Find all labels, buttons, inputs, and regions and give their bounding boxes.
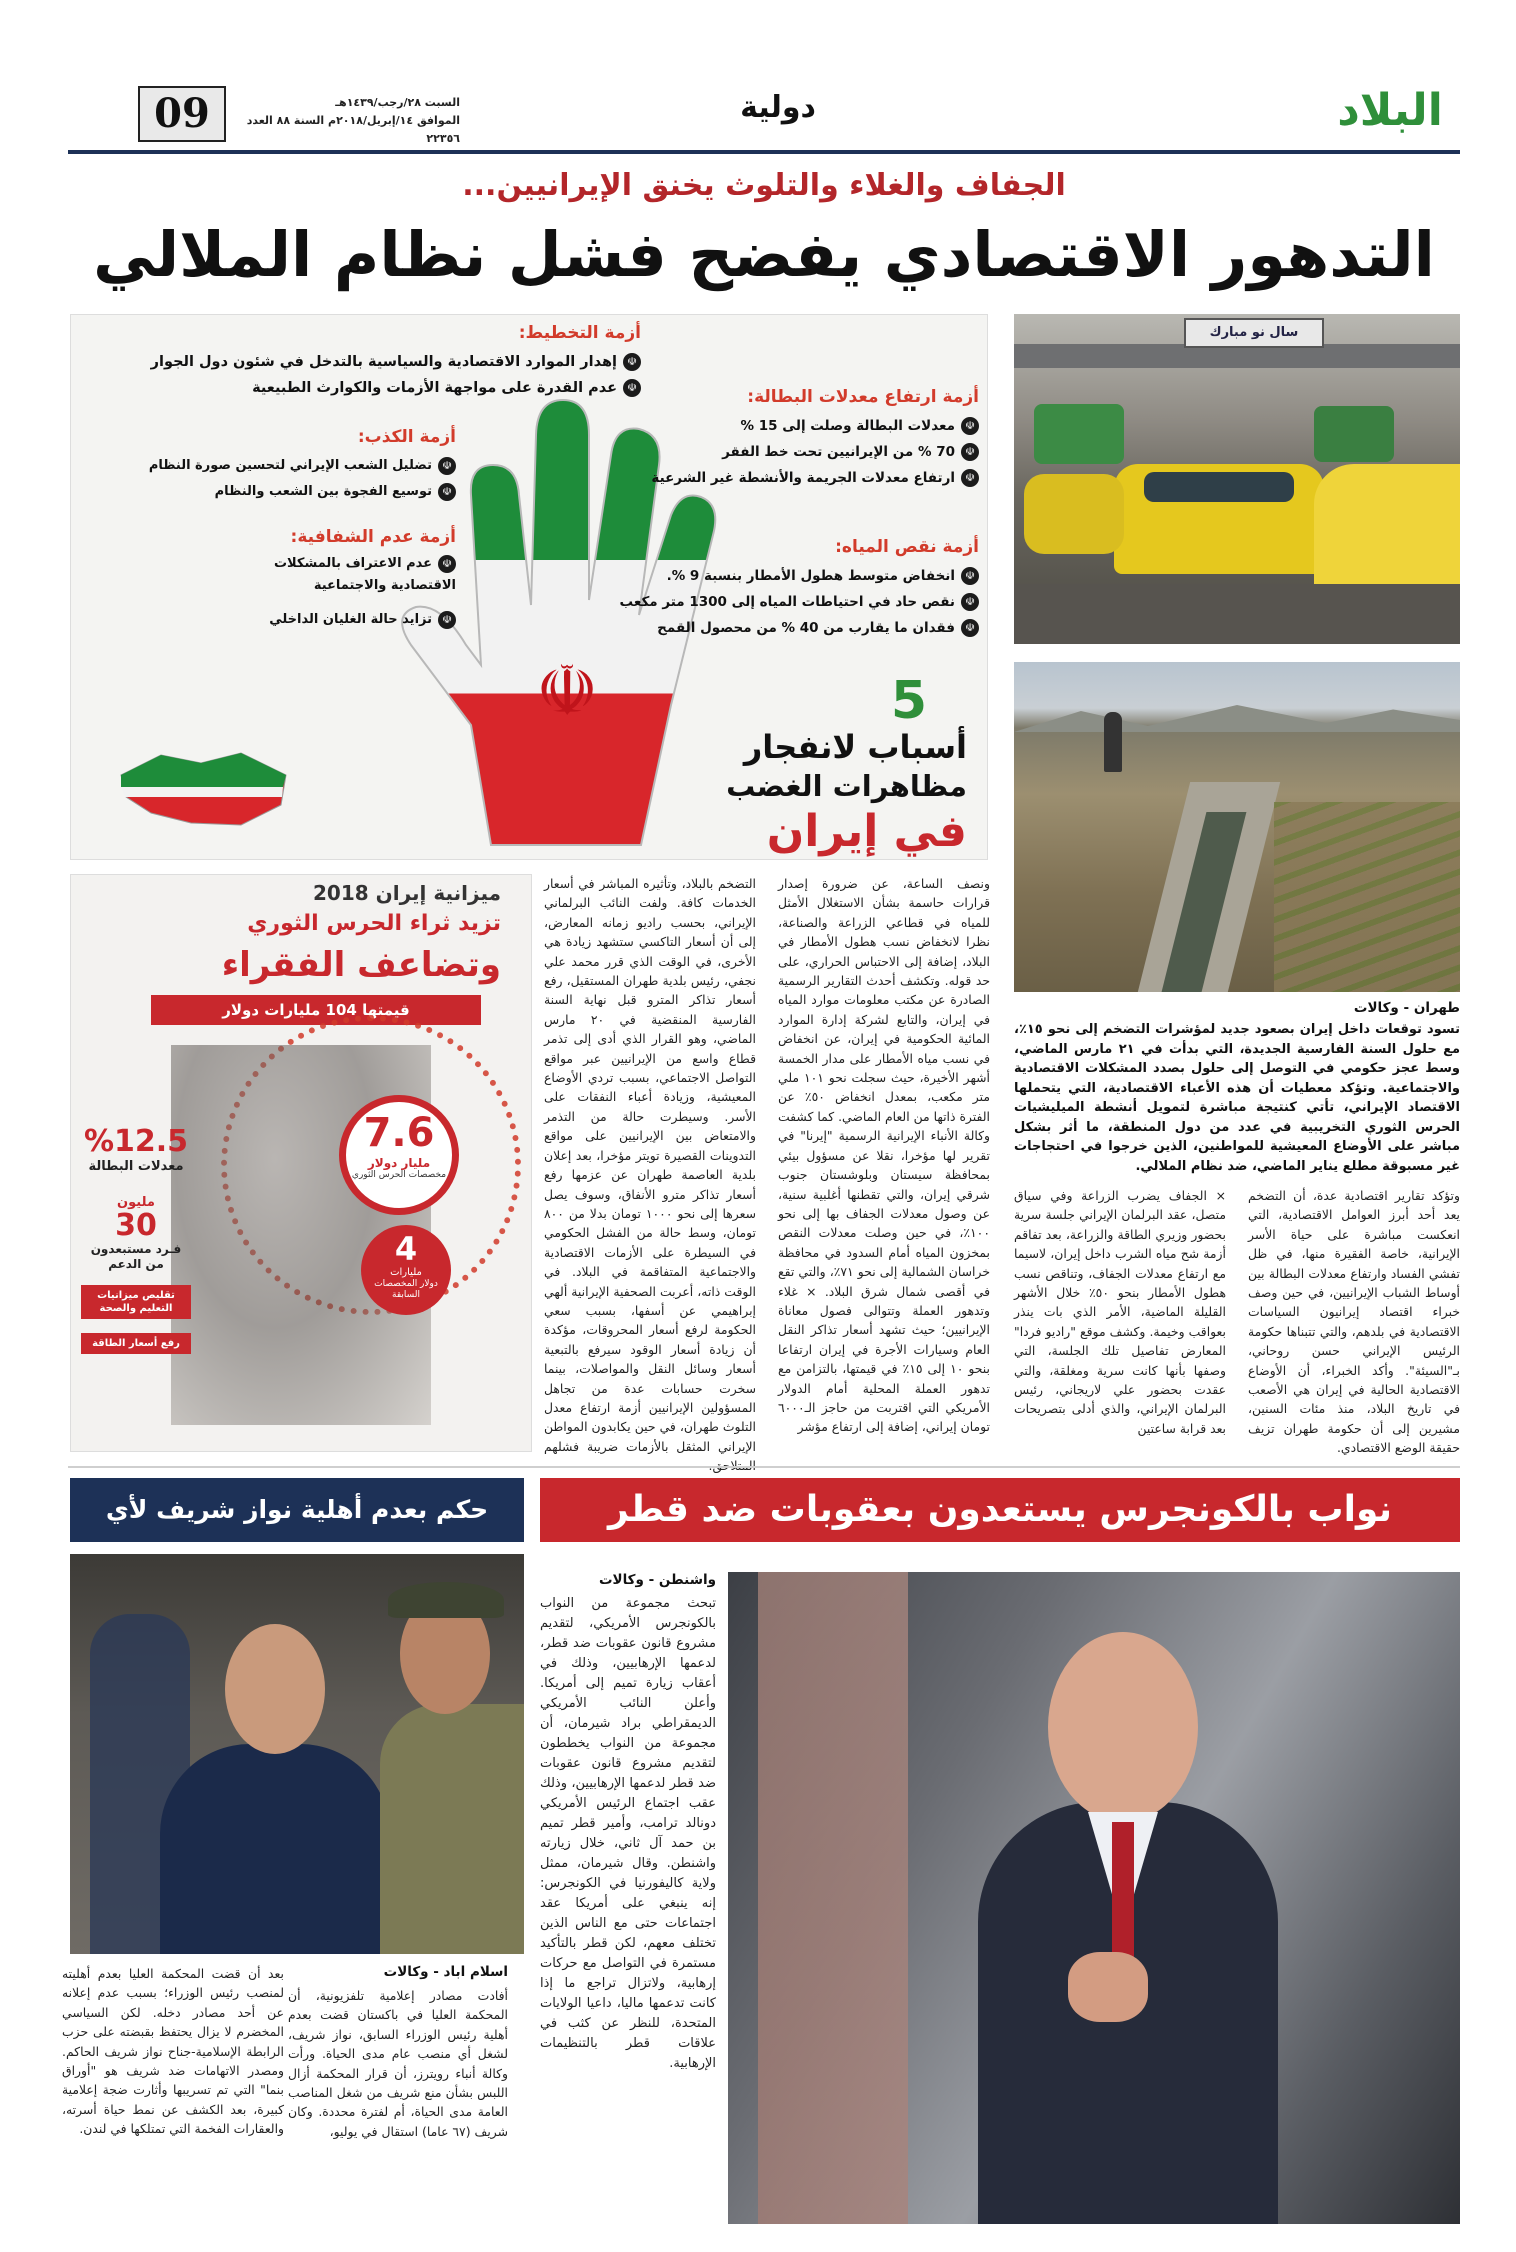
stat2-unit: مليارات [390, 1267, 422, 1278]
sharif-body [160, 1744, 390, 1954]
stat3-label: معدلات البطالة [88, 1159, 184, 1174]
overpass-sign [1184, 318, 1324, 348]
infographic-group-lies [148, 427, 456, 505]
emblem-bullet-icon: ☫ [961, 469, 979, 487]
date-block [230, 94, 460, 148]
stat1-label: مخصصات الحرس الثوري [351, 1170, 447, 1180]
emblem-bullet-icon: ☫ [623, 353, 641, 371]
logo-text: البلاد [1337, 85, 1443, 136]
page-number: 09 [154, 90, 210, 137]
group-head: أزمة التخطيط: [518, 323, 641, 343]
photo-tehran-taxis [1014, 314, 1460, 644]
iran-emblem-icon: ☫ [535, 650, 599, 732]
road [1014, 584, 1460, 644]
sharif-head [225, 1624, 325, 1754]
budget-tag-energy-text: رفع أسعار الطاقة [92, 1338, 180, 1349]
stat2-value: 4 [394, 1230, 418, 1268]
figure-hand [1068, 1952, 1148, 2022]
stat1-value: 7.6 [363, 1110, 435, 1156]
group-item: ☫عدم الاعتراف بالمشكلات الاقتصادية والاجتماعية [273, 556, 456, 593]
main-headline: التدهور الاقتصادي يفضح فشل نظام الملالي [93, 218, 1435, 291]
group-item: ☫تزايد حالة الغليان الداخلي [221, 607, 456, 633]
emblem-bullet-icon: ☫ [438, 555, 456, 573]
figure-head [1048, 1632, 1198, 1822]
infographic-title-line1: أسباب لانفجار [743, 728, 967, 766]
main-byline: طهران - وكالات [1353, 1000, 1460, 1016]
budget-infobox [70, 874, 532, 1452]
congress-body: تبحث مجموعة من النواب بالكونجرس الأمريكي، لتقديم مشروع قانون عقوبات ضد قطر، لدعمها الإرهابيين، وذلك في أعقاب زيارة تميم إلى أمريكا. وأعلن النائب الأمريكي الديمقراطي براد شيرمان، أن مجموعة من النواب يخططون لتقديم مشروع قانون عقوبات ضد قطر لدعمها الإرهابيين، وذلك عقب اجتماع الرئيس الأمريكي دونالد ترامب، وأمير قطر تميم بن حمد آل ثاني، خلال زيارته واشنطن. وقال شيرمان، ممثل ولاية كاليفورنيا في الكونجرس: إنه ينبغي على أمريكا عقد اجتماعات حتى مع الناس الذين تختلف معهم، لكن قطر بالتأكيد مستمرة في التواصل مع حركات إرهابية، ولاتزال تراجع ما إذا كانت تدعمها ماليا، داعيا الولايات المتحدة، للنظر عن كثب في علاقات قطر بالتنظيمات الإرهابية. [540, 1596, 716, 2071]
article-column-1: وتؤكد تقارير اقتصادية عدة، أن التضخم يعد أحد أبرز العوامل الاقتصادية، التي انعكست مباشرة على حياة الأسر الإيرانية، خاصة الفقيرة منها، في ظل تفشي الفساد وارتفاع معدلات البطالة بين أوساط الشباب الإيرانيين، في حين وصف خبراء اقتصاد إيرانيون السياسات الاقتصادية في بلدهم، والتي تتبناها حكومة الرئيس الإيراني حسن روحاني، بـ"السيئة". وأكد الخبراء، أن الأوضاع الاقتصادية الحالية في إيران هي الأصعب في تاريخ البلاد، منذ مئات السنين، مشيرين إلى أن حكومة طهران تزيف حقيقة الوضع الاقتصادي. [1248, 1188, 1460, 1456]
group-head: أزمة نقص المياه: [835, 537, 979, 557]
mountains [1014, 702, 1460, 732]
photo-nawaz-sharif [70, 1554, 524, 1954]
taxi-sign-text: سال نو مبارك [1209, 325, 1299, 340]
sharif-column-left: بعد أن قضت المحكمة العليا بعدم أهليته لمنصب رئيس الوزراء؛ بسبب عدم إعلانه عن أحد مصادر دخله. لكن السياسي المخضرم لا يزال يحتفظ بقبضته على حزب الرابطة الإسلامية-جناح نواز شريف الحاكم. ومصدر الاتهامات ضد شريف هو "أوراق بنما" التي تم تسريبها وأثارت ضجة إعلامية كبيرة، بعد الكشف عن نمط حياة أسرته، والعقارات الفخمة التي تمتلكها في لندن. [62, 1966, 284, 2137]
main-kicker: الجفاف والغلاء والتلوث يخنق الإيرانيين... [462, 168, 1066, 203]
stat-unemployment [81, 1125, 191, 1174]
group-item: ☫فقدان ما يقارب من 40 % من محصول القمح [669, 615, 979, 641]
budget-title: ميزانية إيران 2018 [313, 881, 501, 905]
infographic-title-line3: في إيران [766, 806, 967, 857]
sharif-column-right: أفادت مصادر إعلامية تلفزيونية، أن المحكمة العليا في باكستان قضت بعدم أهلية رئيس الوزراء السابق، نواز شريف، لشغل أي منصب عام مدى الحياة. ورأت وكالة أنباء رويترز، أن قرار المحكمة أزال اللبس بشأن منع شريف من شغل المناصب العامة مدى الحياة، أم لفترة محددة. وكان شريف (٦٧ عاما) استقال في يوليو، [288, 1988, 508, 2139]
budget-tag-energy [81, 1333, 191, 1354]
emblem-bullet-icon: ☫ [961, 593, 979, 611]
group-head: أزمة عدم الشفافية: [290, 527, 456, 547]
infographic-group-planning [150, 323, 641, 401]
stat2-label: دولار المخصصات السابقة [374, 1279, 438, 1300]
budget-sub1: تزيد ثراء الحرس الثوري [247, 911, 501, 936]
group-item: ☫توسيع الفجوة بين الشعب والنظام [221, 479, 456, 505]
budget-band [151, 995, 481, 1025]
infographic-title-number: 5 [890, 671, 927, 731]
article-column-4: التضخم بالبلاد، وتأثيره المباشر في أسعار الخدمات كافة. ولفت النائب البرلماني الإيراني، بحسب راديو زمانه المعارض، إلى أن أسعار التاكسي ستشهد زيادة هي الأخرى، في الوقت الذي قرر محمد علي نجفي، رئيس بلدية طهران المستقيل، رفع أسعار تذاكر المترو قبل نهاية السنة الفارسية المنقضية في ٢٠ مارس الماضي، وهو القرار الذي أدى إلى تذمر قطاع واسع من الإيرانيين عبر مواقع التواصل الاجتماعي، بسبب تردي الأوضاع المعيشية، وزيادة أعباء النفقات على الأسر. وسيطرت حالة من التذمر والامتعاض بين الإيرانيين على مواقع التدوينات القصيرة تويتر مؤخرا، بعد إعلان بلدية العاصمة طهران عن عزمها رفع أسعار تذاكر مترو الأنفاق، وسوف يصل سعرها إلى نحو ١٠٠٠ تومان بدلا من ٨٠٠ تومان، وسط حالة من الفشل الحكومي في السيطرة على الأزمات الاقتصادية والاجتماعية المتفاقمة في البلاد. في الوقت ذاته، أعربت الصحفية الإيرانية ألهي إبراهيمي عن أسفها، بسبب سعي الحكومة لرفع أسعار المحروقات، مؤكدة أن زيادة أسعار الوقود سيرفع بالتبعية أسعار وسائل النقل والمواصلات، بينما سخرت حسابات عدة من تجاهل المسؤولين الإيرانيين أزمة ارتفاع معدل التلوث طهران، في حين يكابدون المواطن الإيراني المثقل بالأزمات ضريبة فشلهم [544, 876, 756, 1454]
infographic [70, 314, 988, 860]
logo [1320, 82, 1460, 144]
farmer-figure [1104, 712, 1122, 772]
article-column-3: ونصف الساعة، عن ضرورة إصدار قرارات حاسمة بشأن الاستغلال الأمثل للمياه في قطاعي الزراعة والصناعة، نظرا لانخفاض نسب هطول الأمطار في البلاد، إضافة إلى الاحتباس الحراري، على حد قوله. وتكشف أحدث التقارير الرسمية الصادرة عن مكتب معلومات موارد المياه في إيران، والتابع لشركة إدارة الموارد المائية الحكومية في إيران، عن انخفاض في نسب مياه الأمطار على مدار الخمسة أشهر الأخيرة، حيث سجلت نحو ١٠١ ملي متر مكعب، بمعدل انخفاض ٥٠٪ عن الفترة ذاتها من العام الماضي. كما كشفت وكالة الأنباء الإيرانية الرسمية "إيرنا" في تقرير لها مؤخرا، نقلا عن مسؤول بيئي بمحافظة سيستان وبلوشستان جنوب شرقي إيران، والتي تقطنها أغلبية سنية، عن وصول معدلات الجفاف بها إلى نحو ١٠٠٪، في حين وصلت معدلات النقص بمخزون المياه أمام السدود في محافظة خراسان الشمالية إلى نحو ٧١٪، والتي تقع في أقصى شمال شرق البلاد. × غلاء وتدهور العملة وتتوالى فصول معاناة الإيرانيين؛ حيث تشهد أسعار تذاكر النقل العام وسيارات الأجرة في إيران ارتفاعا بنحو ١٠ إلى ١٥٪ في قيمتها، بالتزامن مع تدهور العملة المحلية أمام الدولار الأمريكي التي اقتربت من حاجز الـ٦٠٠٠ تومان إيراني، إضافة إلى ارتفاع مؤشر [778, 876, 990, 1435]
congress-byline: واشنطن - وكالات [598, 1572, 716, 1588]
congress-headline: نواب بالكونجرس يستعدون بعقوبات ضد قطر [607, 1489, 1393, 1530]
stat1-unit: مليار دولار [367, 1156, 431, 1170]
budget-band-text: قيمتها 104 مليارات دولار [222, 1001, 410, 1019]
sharif-headline: حكم بعدم أهلية نواز شريف لأي [105, 1495, 489, 1524]
figure-tie [1112, 1822, 1134, 1962]
header-rule [68, 150, 1460, 154]
stat3-value: %12.5 [83, 1124, 189, 1159]
iran-map-icon [111, 735, 301, 835]
budget-tag-education [81, 1285, 191, 1319]
taxi-yellow [1024, 474, 1124, 554]
budget-tag-education-text: تقليص ميزانيات التعليم والصحة [97, 1290, 175, 1314]
emblem-bullet-icon: ☫ [961, 567, 979, 585]
emblem-bullet-icon: ☫ [438, 457, 456, 475]
stat-circle-4 [361, 1225, 451, 1315]
sharif-headline-band [70, 1478, 524, 1542]
group-item: ☫إهدار الموارد الاقتصادية والسياسية بالتدخل في شئون دول الجوار [221, 349, 641, 375]
emblem-bullet-icon: ☫ [623, 379, 641, 397]
van-green [1034, 404, 1124, 464]
emblem-bullet-icon: ☫ [961, 619, 979, 637]
taxi-windshield [1144, 472, 1294, 502]
infographic-group-transparency [221, 527, 456, 633]
emblem-bullet-icon: ☫ [961, 417, 979, 435]
sharif-byline: اسلام اباد - وكالات [383, 1964, 508, 1980]
infographic-group-unemployment [651, 387, 979, 491]
stat-excluded [81, 1195, 191, 1272]
emblem-bullet-icon: ☫ [438, 611, 456, 629]
van-green [1314, 406, 1394, 462]
photo-dry-farmland [1014, 662, 1460, 992]
stat4-unit: مليون [117, 1195, 155, 1210]
article-column-2: × الجفاف يضرب الزراعة وفي سياق متصل، عقد البرلمان الإيراني جلسة سرية بحضور وزيري الطاقة والزراعة، بعد تفاقم أزمة شح مياه الشرب داخل إيران، لاسيما مع ارتفاع معدلات الجفاف، وتناقص نسب هطول الأمطار بنحو ٥٠٪ خلال الأشهر القليلة الماضية، الأمر الذي بات ينذر بعواقب وخيمة. وكشف موقع "راديو فردا" المعارض تفاصيل تلك الجلسة، التي وصفها بأنها كانت سرية ومغلقة، والتي عقدت بحضور علي لاريجاني، رئيس البرلمان الإيراني، والذي أدلى بتصريحات بعد قرابة ساعتين [1014, 1188, 1227, 1436]
group-item: ☫تضليل الشعب الإيراني لتحسين صورة النظام [221, 453, 456, 479]
infographic-title-line2: مظاهرات الغضب [726, 769, 967, 803]
section-title: دولية [740, 90, 816, 125]
page-number-box [138, 86, 226, 142]
stat4-label: فـرد مستبعدون من الدعم [90, 1242, 182, 1271]
group-item: ☫معدلات البطالة وصلت إلى 15 % [669, 413, 979, 439]
crops [1274, 802, 1460, 992]
group-item: ☫عدم القدرة على مواجهة الأزمات والكوارث الطبيعية [221, 375, 641, 401]
infographic-title [697, 671, 967, 859]
date-line-hijri: السبت ٢٨/رجب/١٤٣٩هـ [335, 96, 460, 109]
emblem-bullet-icon: ☫ [438, 483, 456, 501]
congress-headline-band [540, 1478, 1460, 1542]
infographic-group-water [619, 537, 979, 641]
budget-sub2: وتضاعف الفقراء [221, 945, 501, 985]
stat-circle-7-6 [339, 1095, 459, 1215]
photo-congressman [728, 1572, 1460, 2224]
section-divider [68, 1466, 1460, 1468]
group-item: ☫نقص حاد في احتياطات المياه إلى 1300 متر مكعب [669, 589, 979, 615]
group-item: ☫70 % من الإيرانيين تحت خط الفقر [669, 439, 979, 465]
group-item: ☫ارتفاع معدلات الجريمة والأنشطة غير الشرعية [669, 465, 979, 491]
foreground-blur-figure [758, 1572, 908, 2224]
group-head: أزمة الكذب: [357, 427, 456, 447]
emblem-bullet-icon: ☫ [961, 443, 979, 461]
main-lead: تسود توقعات داخل إيران بصعود جديد لمؤشرات التضخم إلى نحو ١٥٪، مع حلول السنة الفارسية الجديدة، التي بدأت في ٢١ مارس الماضي، وسط عجز حكومي في التوصل إلى حلول بصدد المشكلات الاقتصادية والاجتماعية. وتؤكد معطيات أن هذه الأعباء الاقتصادية، التي يتحملها الاقتصاد الإيراني، تأتي كنتيجة مباشرة لتمويل أنشطة الميليشيات الحرس الثوري التخريبية في عدد من دول المنطقة، ما أثر بشكل مباشر على الأوضاع المعيشية للمواطنين، الذين خرجوا في احتجاجات غير مسبوقة مطلع يناير الماضي، ضد نظام الملالي. [1014, 1022, 1461, 1174]
group-item: ☫انخفاض متوسط هطول الأمطار بنسبة 9 %. [669, 563, 979, 589]
officer-uniform [380, 1704, 524, 1954]
group-head: أزمة ارتفاع معدلات البطالة: [747, 387, 979, 407]
stat4-value: 30 [115, 1208, 157, 1243]
officer-cap [388, 1582, 504, 1618]
page-header [68, 82, 1460, 150]
date-line-gregorian: الموافق ١٤/إبريل/٢٠١٨م السنة ٨٨ العدد ٢٢٣٥٦ [246, 114, 460, 145]
